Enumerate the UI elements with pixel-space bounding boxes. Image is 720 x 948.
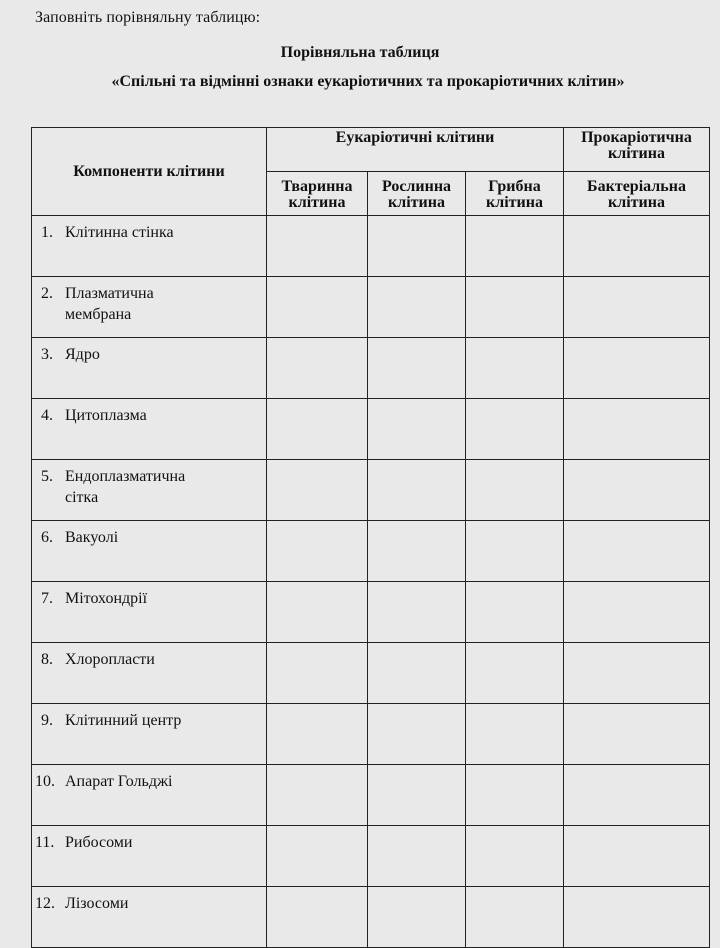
component-name: Клітинна стінка [65,224,174,241]
component-label [32,277,267,338]
sub-header-line2: клітина [388,193,445,211]
component-label [32,582,267,643]
row-number: 3. [41,346,53,363]
component-name: Цитоплазма [65,407,147,424]
row-number: 4. [41,407,53,424]
component-name: Плазматична [65,285,154,302]
component-name: Апарат Гольджі [65,773,173,790]
animal-cell-answer[interactable] [267,765,368,826]
row-number: 8. [41,651,53,668]
plant-cell-answer[interactable] [368,643,466,704]
plant-cell-answer[interactable] [368,338,466,399]
table-row [32,460,710,521]
component-label [32,216,267,277]
animal-cell-answer[interactable] [267,643,368,704]
bacterial-cell-answer[interactable] [564,277,710,338]
sub-header-line1: Бактеріальна [587,177,686,195]
plant-cell-answer[interactable] [368,704,466,765]
bacterial-cell-answer[interactable] [564,826,710,887]
component-name: Лізосоми [65,895,129,912]
table-row [32,277,710,338]
sub-header-line1: Тваринна [281,177,353,195]
table-row [32,338,710,399]
bacterial-cell-answer[interactable] [564,460,710,521]
animal-cell-answer[interactable] [267,338,368,399]
table-body [32,216,710,948]
plant-cell-answer[interactable] [368,277,466,338]
animal-cell-answer[interactable] [267,277,368,338]
animal-cell-answer[interactable] [267,399,368,460]
bacterial-cell-answer[interactable] [564,643,710,704]
component-name-continued: сітка [65,489,99,506]
plant-cell-answer[interactable] [368,826,466,887]
bacterial-cell-answer[interactable] [564,704,710,765]
table-row [32,582,710,643]
component-label [32,887,267,948]
sub-header-line2: клітина [608,193,665,211]
table-title: Порівняльна таблиця [280,44,440,61]
table-row [32,887,710,948]
component-label [32,338,267,399]
sub-header-line1: Рослинна [381,177,452,195]
component-label [32,704,267,765]
eukaryotic-header: Еукаріотичні клітини [267,128,564,172]
bacterial-cell-answer[interactable] [564,399,710,460]
row-number: 1. [41,224,53,241]
animal-cell-answer[interactable] [267,704,368,765]
prokaryotic-header [564,128,710,172]
fungal-cell-answer[interactable] [466,765,564,826]
plant-cell-header [368,172,466,216]
animal-cell-answer[interactable] [267,216,368,277]
table-row [32,826,710,887]
row-number: 2. [41,285,53,302]
component-label [32,643,267,704]
component-label [32,460,267,521]
table-row [32,216,710,277]
components-header: Компоненти клітини [32,128,267,216]
row-number: 5. [41,468,53,485]
plant-cell-answer[interactable] [368,460,466,521]
bacterial-cell-answer[interactable] [564,582,710,643]
fungal-cell-answer[interactable] [466,704,564,765]
animal-cell-answer[interactable] [267,521,368,582]
fungal-cell-answer[interactable] [466,826,564,887]
row-number: 11. [35,834,55,851]
animal-cell-header [267,172,368,216]
fungal-cell-header [466,172,564,216]
component-name: Рибосоми [65,834,133,851]
plant-cell-answer[interactable] [368,582,466,643]
table-row [32,643,710,704]
component-name-continued: мембрана [65,306,132,323]
plant-cell-answer[interactable] [368,399,466,460]
fungal-cell-answer[interactable] [466,399,564,460]
fungal-cell-answer[interactable] [466,277,564,338]
animal-cell-answer[interactable] [267,887,368,948]
row-number: 6. [41,529,53,546]
bacterial-cell-header [564,172,710,216]
fungal-cell-answer[interactable] [466,887,564,948]
animal-cell-answer[interactable] [267,582,368,643]
fungal-cell-answer[interactable] [466,582,564,643]
bacterial-cell-answer[interactable] [564,765,710,826]
fungal-cell-answer[interactable] [466,460,564,521]
component-label [32,826,267,887]
prokaryotic-header-line2: клітина [608,145,665,162]
component-name: Вакуолі [65,529,119,546]
table-subtitle: «Спільні та відмінні ознаки еукаріотичних та прокаріотичних клітин» [111,73,625,90]
bacterial-cell-answer[interactable] [564,887,710,948]
table-row [32,765,710,826]
plant-cell-answer[interactable] [368,765,466,826]
animal-cell-answer[interactable] [267,460,368,521]
prokaryotic-header-line1: Прокаріотична [581,129,692,146]
plant-cell-answer[interactable] [368,887,466,948]
animal-cell-answer[interactable] [267,826,368,887]
table-row [32,521,710,582]
bacterial-cell-answer[interactable] [564,216,710,277]
component-name: Ендоплазматична [65,468,186,485]
fungal-cell-answer[interactable] [466,643,564,704]
fungal-cell-answer[interactable] [466,338,564,399]
plant-cell-answer[interactable] [368,521,466,582]
component-label [32,399,267,460]
row-number: 10. [35,773,55,790]
row-number: 7. [41,590,53,607]
component-name: Мітохондрії [65,590,148,607]
row-number: 9. [41,712,53,729]
fungal-cell-answer[interactable] [466,521,564,582]
component-name: Хлоропласти [65,651,155,668]
table-row [32,704,710,765]
sub-header-line2: клітина [288,193,346,211]
row-number: 12. [35,895,55,912]
bacterial-cell-answer[interactable] [564,338,710,399]
instruction-text: Заповніть порівняльну таблицю: [35,9,261,26]
comparison-table [31,127,710,948]
sub-header-line1: Грибна [488,177,541,195]
plant-cell-answer[interactable] [368,216,466,277]
table-row [32,399,710,460]
component-label [32,765,267,826]
sub-header-line2: клітина [486,193,543,211]
fungal-cell-answer[interactable] [466,216,564,277]
component-name: Клітинний центр [65,712,182,729]
component-name: Ядро [65,346,100,363]
component-label [32,521,267,582]
bacterial-cell-answer[interactable] [564,521,710,582]
